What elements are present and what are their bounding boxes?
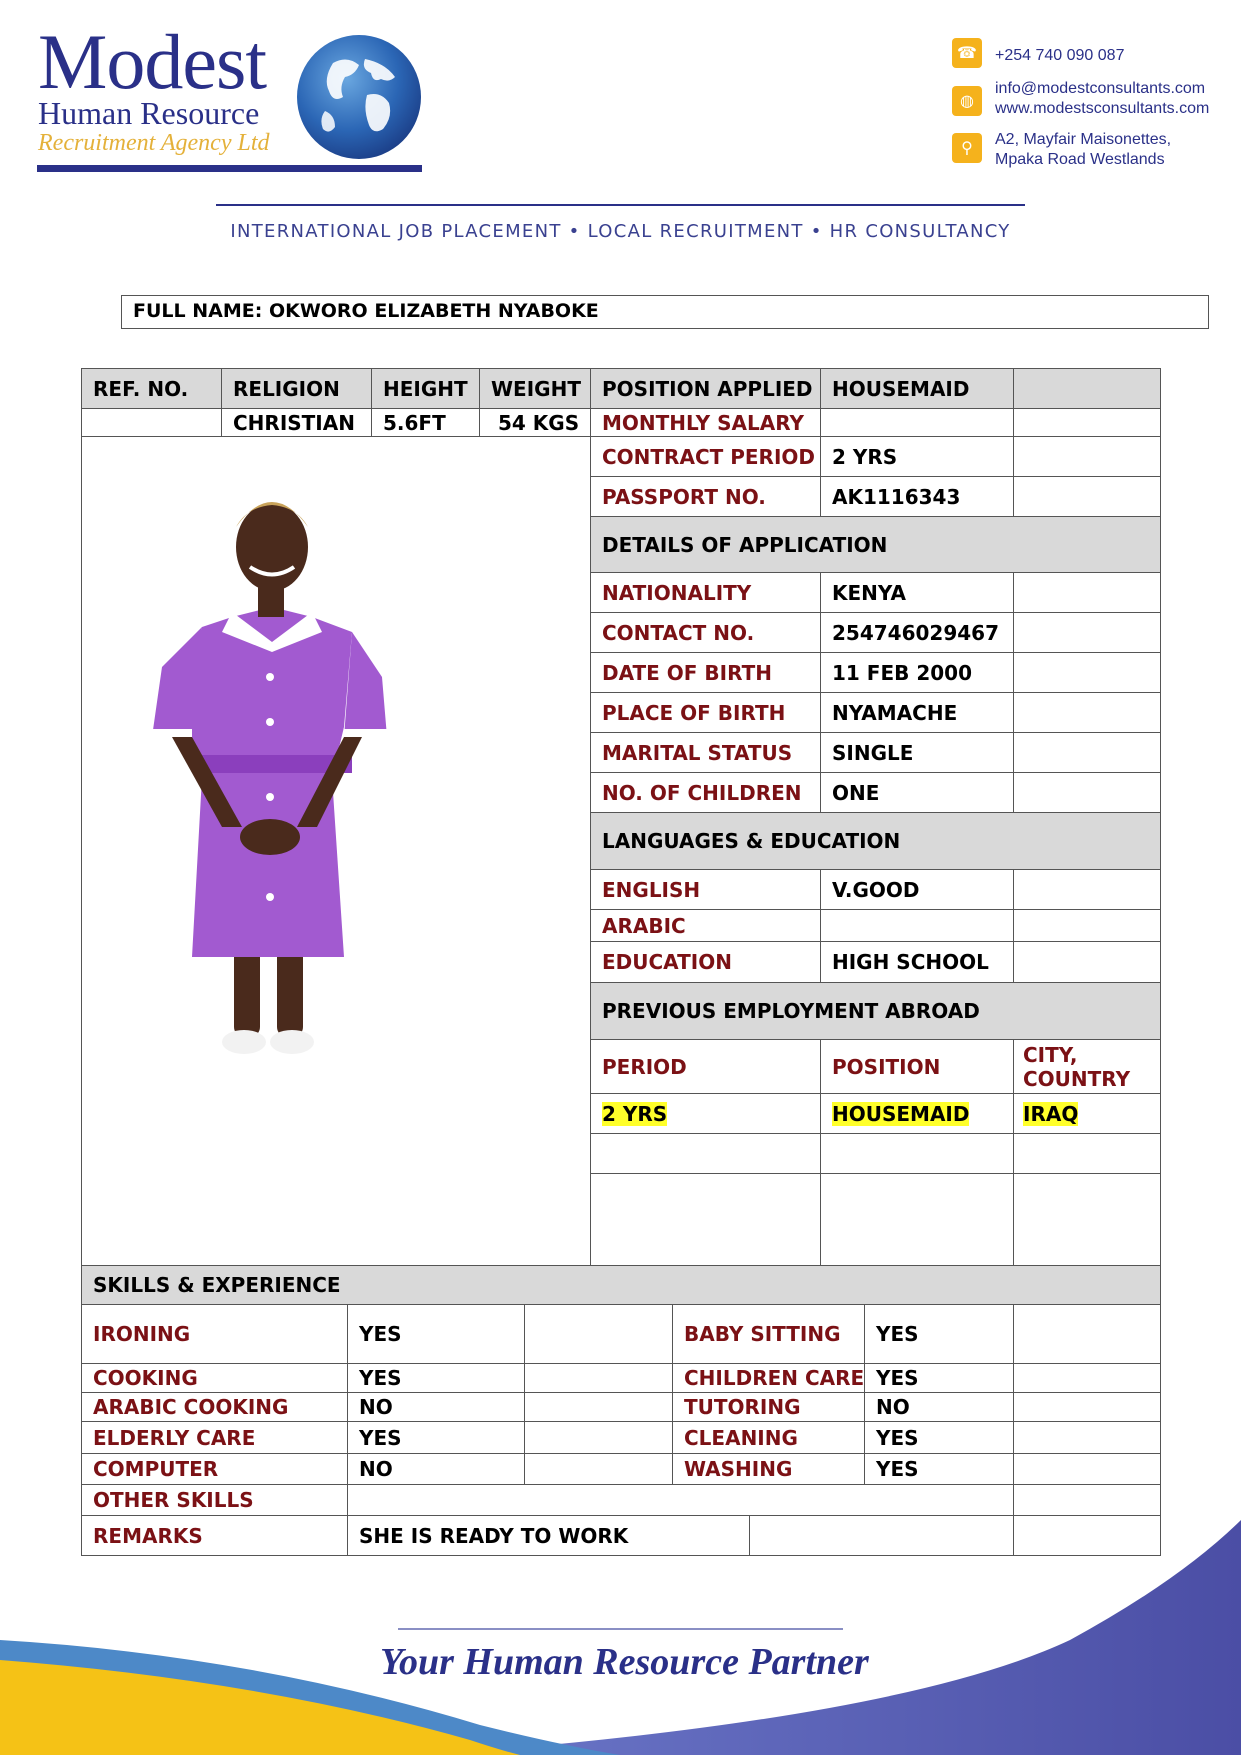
skill-value: YES bbox=[864, 1421, 1014, 1454]
contact-extra bbox=[1013, 612, 1161, 653]
employment-empty-row bbox=[1013, 1173, 1161, 1266]
skill-empty bbox=[1013, 1304, 1161, 1364]
employment-empty-row bbox=[590, 1173, 821, 1266]
section-skills-heading: SKILLS & EXPERIENCE bbox=[81, 1265, 1161, 1305]
globe-icon: ◍ bbox=[952, 86, 982, 116]
skill-label: ARABIC COOKING bbox=[81, 1392, 348, 1422]
monthly-salary-label: MONTHLY SALARY bbox=[590, 408, 821, 437]
header-ref: REF. NO. bbox=[81, 368, 222, 409]
children-value: ONE bbox=[820, 772, 1014, 813]
skill-empty bbox=[524, 1453, 673, 1485]
section-application-heading: DETAILS OF APPLICATION bbox=[590, 516, 1161, 573]
skill-label: IRONING bbox=[81, 1304, 348, 1364]
skill-label: ELDERLY CARE bbox=[81, 1421, 348, 1454]
skill-empty bbox=[524, 1304, 673, 1364]
passport-extra bbox=[1013, 476, 1161, 517]
education-label: EDUCATION bbox=[590, 941, 821, 983]
skill-label: BABY SITTING bbox=[672, 1304, 865, 1364]
skill-value: NO bbox=[347, 1392, 525, 1422]
footer-wave-decoration bbox=[0, 1520, 1241, 1755]
logo-tagline: Recruitment Agency Ltd bbox=[38, 130, 270, 156]
footer-motto: Your Human Resource Partner bbox=[380, 1641, 869, 1683]
header-religion: RELIGION bbox=[221, 368, 372, 409]
english-extra bbox=[1013, 869, 1161, 910]
contract-period-extra bbox=[1013, 436, 1161, 477]
skill-value: NO bbox=[347, 1453, 525, 1485]
skill-empty bbox=[1013, 1392, 1161, 1422]
pob-label: PLACE OF BIRTH bbox=[590, 692, 821, 733]
arabic-value bbox=[820, 909, 1014, 942]
pob-value: NYAMACHE bbox=[820, 692, 1014, 733]
english-label: ENGLISH bbox=[590, 869, 821, 910]
employment-row bbox=[820, 1093, 1014, 1134]
section-employment-heading: PREVIOUS EMPLOYMENT ABROAD bbox=[590, 982, 1161, 1040]
other-skills-label: OTHER SKILLS bbox=[81, 1484, 348, 1516]
position-applied-value: HOUSEMAID bbox=[820, 368, 1014, 409]
nationality-label: NATIONALITY bbox=[590, 572, 821, 613]
monthly-salary-extra bbox=[1013, 408, 1161, 437]
skill-empty bbox=[524, 1392, 673, 1422]
english-value: V.GOOD bbox=[820, 869, 1014, 910]
contact-address-line2: Mpaka Road Westlands bbox=[995, 151, 1165, 168]
employment-row bbox=[590, 1093, 821, 1134]
employment-empty-row bbox=[820, 1133, 1014, 1174]
candidate-photo bbox=[82, 437, 590, 1265]
position-applied-label: POSITION APPLIED bbox=[590, 368, 821, 409]
contact-website[interactable]: www.modestsconsultants.com bbox=[995, 100, 1210, 117]
arabic-extra bbox=[1013, 909, 1161, 942]
employment-empty-row bbox=[590, 1133, 821, 1174]
skill-value: YES bbox=[864, 1363, 1014, 1393]
skill-value: NO bbox=[864, 1392, 1014, 1422]
section-languages-heading: LANGUAGES & EDUCATION bbox=[590, 812, 1161, 870]
marital-extra bbox=[1013, 732, 1161, 773]
skill-value: YES bbox=[864, 1304, 1014, 1364]
education-extra bbox=[1013, 941, 1161, 983]
value-ref bbox=[81, 408, 222, 437]
skill-label: TUTORING bbox=[672, 1392, 865, 1422]
skill-value: YES bbox=[347, 1304, 525, 1364]
employment-period-header: PERIOD bbox=[590, 1039, 821, 1094]
globe-logo-icon bbox=[295, 33, 423, 161]
remarks-value: SHE IS READY TO WORK bbox=[347, 1515, 750, 1556]
employment-empty-row bbox=[1013, 1133, 1161, 1174]
logo-title: Modest bbox=[38, 18, 266, 105]
contract-period-label: CONTRACT PERIOD bbox=[590, 436, 821, 477]
position-extra bbox=[1013, 368, 1161, 409]
employment-city-header: CITY, COUNTRY bbox=[1013, 1039, 1161, 1094]
children-extra bbox=[1013, 772, 1161, 813]
employment-position-value: HOUSEMAID bbox=[832, 1101, 970, 1126]
passport-label: PASSPORT NO. bbox=[590, 476, 821, 517]
value-religion: CHRISTIAN bbox=[221, 408, 372, 437]
tagline: INTERNATIONAL JOB PLACEMENT • LOCAL RECRUITMENT • HR CONSULTANCY bbox=[230, 221, 1011, 242]
full-name: FULL NAME: OKWORO ELIZABETH NYABOKE bbox=[121, 295, 1209, 329]
contact-label: CONTACT NO. bbox=[590, 612, 821, 653]
nationality-value: KENYA bbox=[820, 572, 1014, 613]
remarks-label: REMARKS bbox=[81, 1515, 348, 1556]
contact-email[interactable]: info@modestconsultants.com bbox=[995, 80, 1206, 97]
dob-value: 11 FEB 2000 bbox=[820, 652, 1014, 693]
skill-label: WASHING bbox=[672, 1453, 865, 1485]
other-skills-extra bbox=[1013, 1484, 1161, 1516]
passport-value: AK1116343 bbox=[820, 476, 1014, 517]
header-height: HEIGHT bbox=[371, 368, 480, 409]
skill-label: COMPUTER bbox=[81, 1453, 348, 1485]
contact-phone[interactable]: +254 740 090 087 bbox=[995, 47, 1125, 64]
employment-period-value: 2 YRS bbox=[602, 1101, 668, 1126]
arabic-label: ARABIC bbox=[590, 909, 821, 942]
education-value: HIGH SCHOOL bbox=[820, 941, 1014, 983]
nationality-extra bbox=[1013, 572, 1161, 613]
skill-label: CLEANING bbox=[672, 1421, 865, 1454]
logo-underline bbox=[37, 165, 422, 172]
marital-label: MARITAL STATUS bbox=[590, 732, 821, 773]
tagline-rule bbox=[216, 204, 1025, 206]
children-label: NO. OF CHILDREN bbox=[590, 772, 821, 813]
employment-city-value: IRAQ bbox=[1023, 1101, 1079, 1126]
employment-row bbox=[1013, 1093, 1161, 1134]
contact-value: 254746029467 bbox=[820, 612, 1014, 653]
phone-icon: ☎ bbox=[952, 38, 982, 68]
skill-empty bbox=[1013, 1453, 1161, 1485]
footer-rule bbox=[398, 1628, 843, 1630]
value-height: 5.6FT bbox=[371, 408, 480, 437]
value-weight: 54 KGS bbox=[479, 408, 591, 437]
employment-empty-row bbox=[820, 1173, 1014, 1266]
header-weight: WEIGHT bbox=[479, 368, 591, 409]
skill-empty bbox=[524, 1363, 673, 1393]
marital-value: SINGLE bbox=[820, 732, 1014, 773]
skill-empty bbox=[1013, 1421, 1161, 1454]
skill-value: YES bbox=[347, 1363, 525, 1393]
contract-period-value: 2 YRS bbox=[820, 436, 1014, 477]
logo-subtitle: Human Resource bbox=[38, 95, 260, 131]
location-pin-icon: ⚲ bbox=[952, 133, 982, 163]
monthly-salary-value bbox=[820, 408, 1014, 437]
dob-label: DATE OF BIRTH bbox=[590, 652, 821, 693]
skill-label: COOKING bbox=[81, 1363, 348, 1393]
skill-label: CHILDREN CARE bbox=[672, 1363, 865, 1393]
other-skills-value bbox=[347, 1484, 1014, 1516]
employment-position-header: POSITION bbox=[820, 1039, 1014, 1094]
skill-value: YES bbox=[347, 1421, 525, 1454]
skill-empty bbox=[1013, 1363, 1161, 1393]
dob-extra bbox=[1013, 652, 1161, 693]
skill-value: YES bbox=[864, 1453, 1014, 1485]
skill-empty bbox=[524, 1421, 673, 1454]
contact-address-line1: A2, Mayfair Maisonettes, bbox=[995, 131, 1172, 148]
pob-extra bbox=[1013, 692, 1161, 733]
